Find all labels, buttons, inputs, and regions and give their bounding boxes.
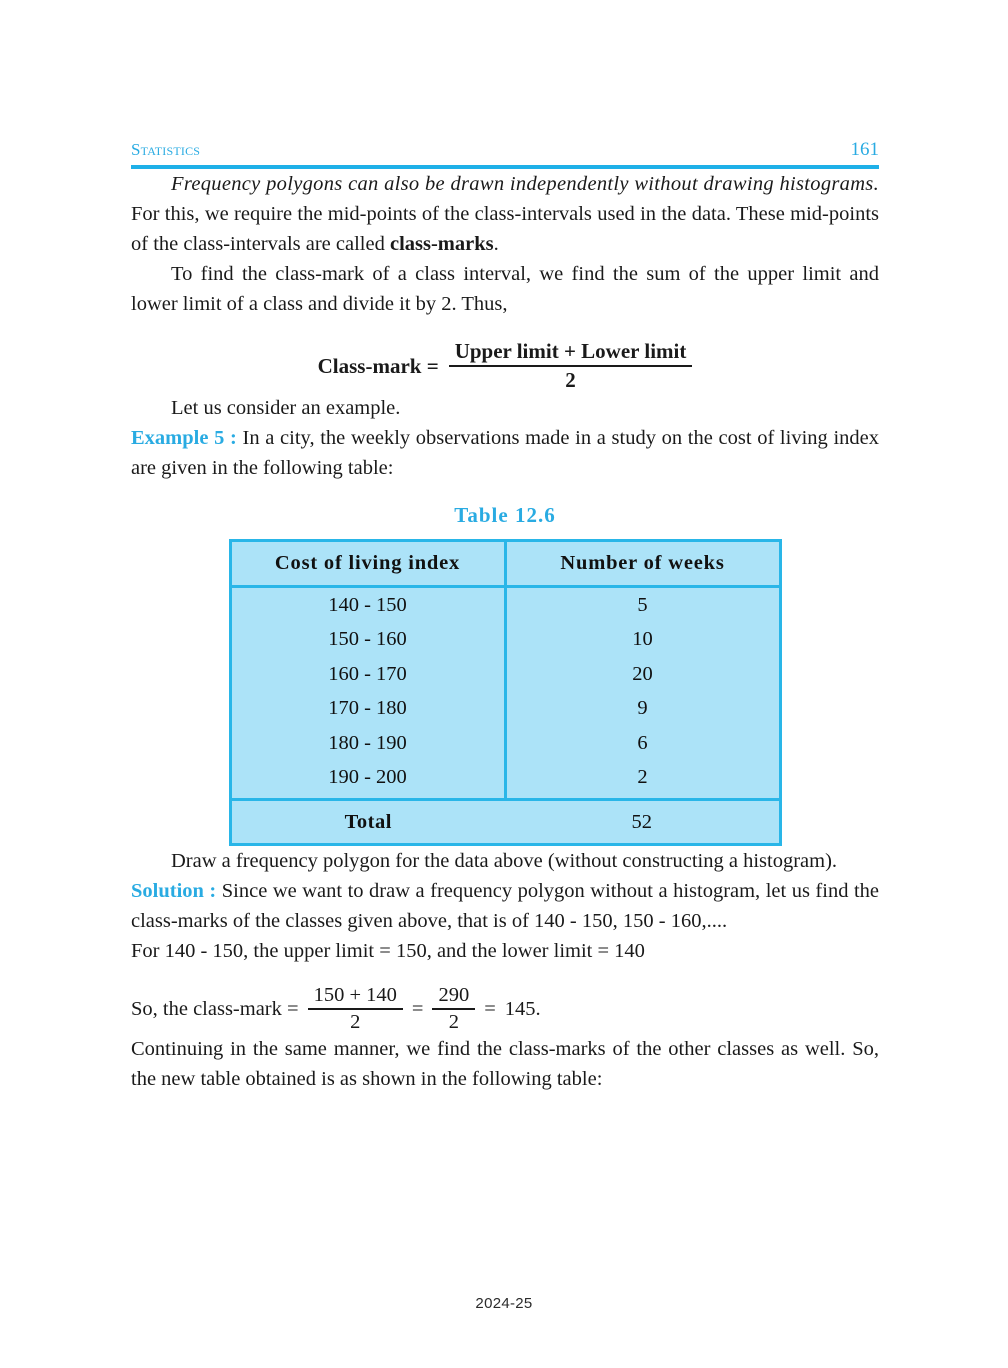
formula-left-hand-side: Class-mark = bbox=[317, 353, 439, 378]
solution-label: Solution : bbox=[131, 880, 217, 902]
computation-denominator-two: 2 bbox=[448, 1011, 459, 1033]
computation-result: 145. bbox=[504, 997, 541, 1020]
paragraph-1-text-a: For this, we require the mid-points of the class-intervals used in the data. These mid-points of the class-intervals are called bbox=[131, 203, 879, 255]
cell-frequency: 5 bbox=[505, 587, 780, 623]
paragraph-limits: For 140 - 150, the upper limit = 150, and the lower limit = 140 bbox=[131, 940, 645, 962]
table-row bbox=[230, 761, 780, 800]
paragraph-solution bbox=[131, 876, 879, 936]
formula-row bbox=[318, 339, 693, 393]
solution-body-text: Since we want to draw a frequency polygon without a histogram, let us find the class-marks of the classes given above, that is of 140 - 150, 150 - 160,.... bbox=[131, 880, 880, 932]
cell-class-interval: 140 - 150 bbox=[230, 587, 505, 623]
computation-denominator-one: 2 bbox=[350, 1011, 361, 1033]
page-content bbox=[131, 140, 879, 1094]
cell-class-interval: 150 - 160 bbox=[230, 623, 505, 658]
table-row bbox=[230, 587, 780, 623]
table-row bbox=[230, 623, 780, 658]
cell-frequency: 10 bbox=[505, 623, 780, 658]
paragraph-closing: Continuing in the same manner, we find the class-marks of the other classes as well. So, the new table obtained is as shown in the following table: bbox=[131, 1038, 879, 1090]
paragraph-find-class-mark: To find the class-mark of a class interval, we find the sum of the upper limit and lower limit of a class and divide it by 2. Thus, bbox=[131, 263, 879, 315]
table-caption: Table 12.6 bbox=[454, 503, 556, 527]
table-total-row bbox=[230, 800, 780, 845]
cell-class-interval: 160 - 170 bbox=[230, 657, 505, 692]
cost-of-living-table bbox=[229, 539, 782, 846]
cell-class-interval: 170 - 180 bbox=[230, 692, 505, 727]
formula-numerator: Upper limit + Lower limit bbox=[454, 339, 687, 363]
table-header-row bbox=[230, 541, 780, 587]
column-header-cost-of-living-index: Cost of living index bbox=[230, 541, 505, 587]
running-header bbox=[131, 140, 879, 162]
table-row bbox=[230, 726, 780, 761]
term-class-marks: class-marks bbox=[389, 233, 494, 255]
cell-frequency: 20 bbox=[505, 657, 780, 692]
paragraph-consider-example: Let us consider an example. bbox=[171, 397, 401, 419]
cell-frequency: 2 bbox=[505, 761, 780, 800]
chapter-title: Statistics bbox=[131, 140, 201, 159]
cell-frequency: 9 bbox=[505, 692, 780, 727]
computation-fraction-one bbox=[308, 984, 403, 1034]
table-container bbox=[131, 539, 879, 846]
cell-class-interval: 180 - 190 bbox=[230, 726, 505, 761]
paragraph-example-5 bbox=[131, 423, 879, 483]
formula-fraction bbox=[449, 339, 693, 393]
equals-sign-one: = bbox=[411, 997, 424, 1020]
class-mark-computation bbox=[131, 984, 879, 1034]
computation-numerator-two: 290 bbox=[438, 984, 470, 1006]
example-body-text: In a city, the weekly observations made in a study on the cost of living index are given in the following table: bbox=[131, 427, 879, 479]
table-head bbox=[230, 541, 780, 587]
equals-sign-two: = bbox=[484, 997, 496, 1020]
page-number: 161 bbox=[850, 139, 879, 160]
example-label: Example 5 : bbox=[131, 427, 237, 449]
cell-frequency: 6 bbox=[505, 726, 780, 761]
computation-numerator-one: 150 + 140 bbox=[313, 984, 397, 1006]
paragraph-frequency-polygons bbox=[131, 169, 879, 259]
column-header-number-of-weeks: Number of weeks bbox=[505, 541, 780, 587]
paragraph-draw-instruction: Draw a frequency polygon for the data above (without constructing a histogram). bbox=[171, 850, 838, 872]
formula-denominator: 2 bbox=[565, 368, 576, 392]
paragraph-1-text-b: . bbox=[493, 233, 499, 255]
cell-class-interval: 190 - 200 bbox=[230, 761, 505, 800]
table-row bbox=[230, 657, 780, 692]
class-mark-formula bbox=[131, 339, 879, 393]
page-footer: 2024-25 bbox=[475, 1295, 533, 1312]
cell-total-value: 52 bbox=[505, 800, 780, 845]
table-row bbox=[230, 692, 780, 727]
computation-fraction-two bbox=[432, 984, 475, 1034]
computation-lead: So, the class-mark = bbox=[131, 997, 299, 1020]
cell-total-label: Total bbox=[230, 800, 505, 845]
paragraph-1-italic-lead: Frequency polygons can also be drawn independently without drawing histograms. bbox=[171, 173, 879, 195]
table-body bbox=[230, 587, 780, 845]
